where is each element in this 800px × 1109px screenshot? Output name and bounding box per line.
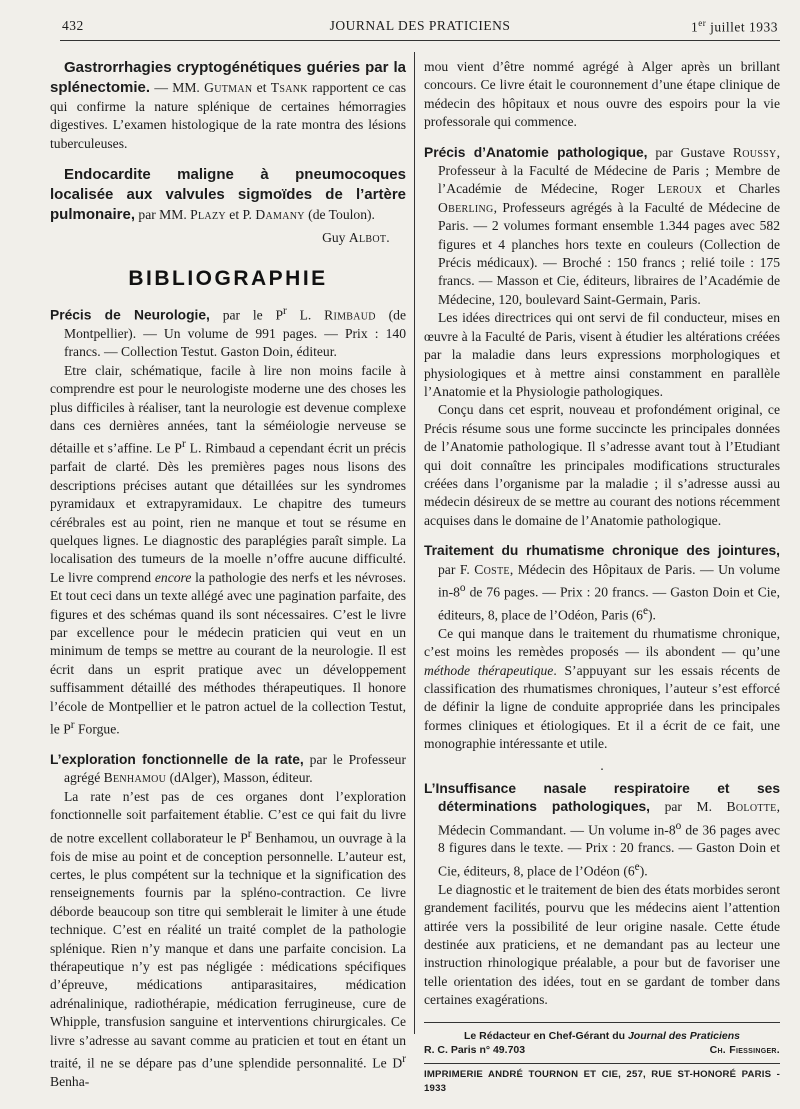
page-number: 432 — [62, 18, 84, 33]
column-divider — [414, 52, 415, 1034]
running-header — [62, 18, 778, 38]
article-title: Gastrorrhagies cryptogénétiques guéries par la splénectomie. — [50, 59, 406, 96]
header-rule — [60, 40, 780, 41]
journal-title: JOURNAL DES PRATICIENS — [329, 18, 511, 33]
review-title: L’Insuffisance nasale respiratoire et ses déterminations pathologiques, — [424, 780, 780, 815]
review-title: Traitement du rhumatisme chronique des jointures, — [424, 543, 780, 559]
review-rate-continued: mou vient d’être nommé agrégé à Alger après un brillant concours. Ce livre était le couronnement d’une étape clinique de médecin des hôpitaux et nous ouvre des espoirs pour la vie professorale qui commence. — [424, 59, 780, 130]
review-title: Précis d’Anatomie pathologique, — [424, 144, 648, 160]
review-rate: L’exploration fonctionnelle de la rate, par le Professeur agrégé Benhamou (dAlger), Masson, éditeur. La rate n’est pas de ces organes dont l’exploration fonctionnelle soit parfaitement établie. C’est ce qui fait du livre de notre excellent collaborateur le $P^r$ Benhamou, un ouvrage à la fois de mise au point et de conception personnelle. L’auteur est, certes, le plus compétent sur la technique et la signification des renseignements fournis par la spléno-contraction. Ce livre déborde beaucoup son titre qui semblerait le limiter à une étude technique. C’est en réalité un traité complet de la pathologie splénique. Rien n’y manque et dans une parfaite concision. La thérapeutique n’y est pas négligée : médications spécifiques d’épreuve, médications antiparasitaires, médication adrénalinique, radiothérapie, médication ferrugineuse, cure de Whipple, transfusion sanguine et interventions chirurgicales. Ce livre s’adresse au savant comme au praticien et tout en étant un traité, il ne se dépare pas d’une splendide personnalité. Le $D^r$ Benha- — [50, 751, 406, 1089]
article-splenectomie: Gastrorrhagies cryptogénétiques guéries par la splénectomie. — MM. Gutman et Tsank rapportent ce cas qui confirme la nature splénique de certaines hémorragies digestives. L’examen histologique de la rate montra des lésions tuberculeuses. — [50, 59, 406, 151]
article-title: Endocardite maligne à pneumocoques localisée aux valvules sigmoïdes de l’artère pulmonaire, — [50, 166, 406, 224]
registration-line: R. C. Paris n° 49.703 Ch. Fiessinger. — [424, 1043, 780, 1056]
review-title: L’exploration fonctionnelle de la rate, — [50, 751, 304, 767]
review-insuffisance-nasale: L’Insuffisance nasale respiratoire et ses déterminations pathologiques, par M. Bolotte, Médecin Commandant. — Un volume in-8$^o$ de 36 pages avec 8 figures dans le texte. — Prix : 20 francs. — Gaston Doin et Cie, éditeurs, 8, place de l’Odéon (6e). Le diagnostic et le traitement de bien des états morbides seront grandement facilités, pourvu que les médecins aient l’attention attirée vers la possibilité de leur origine nasale. Cette étude destinée aux praticiens, et ne demandant pas au lecteur une instruction rhinologique préalable, a pour but de favoriser une telle orientation des idées, tout en se gardant de tomber dans certaines exagérations. — [424, 780, 781, 1008]
issue-date: 1er juillet 1933 — [691, 18, 778, 35]
review-anatomie-pathologique: Précis d’Anatomie pathologique, par Gustave Roussy, Professeur à la Faculté de Médecine de Paris ; Membre de l’Académie de Médecine, Roger Leroux et Charles Oberling, Professeurs agrégés à la Faculté de Médecine de Paris. — 2 volumes formant ensemble 1.344 pages avec 582 figures et 4 planches hors texte en couleurs (Collection de Précis médicaux). — Broché : 150 francs ; relié toile : 175 francs. — Masson et Cie, éditeurs, libraires de l’Académie de Médecine, 120, boulevard Saint-Germain, Paris. Les idées directrices qui ont servi de fil conducteur, mises en œuvre à la Faculté de Paris, visent à étudier les altérations créées par la maladie dans leurs expressions morphologiques et physiologiques et à mettre ainsi constamment en parallèle l’Anatomie et la Physiologie pathologiques. Conçu dans cet esprit, nouveau et profondément original, ce Précis résume sous une forme succincte les principales données de l’Anatomie pathologique. Il s’adresse avant tout à l’Etudiant qui doit connaître les principales modifications structurales créées dans l’organisme par la maladie ; il s’adresse aussi au médecin désireux de se mettre au courant des notions récemment acquises dans le domaine de l’Anatomie pathologique. — [424, 144, 780, 528]
review-neurologie: Précis de Neurologie, par le $P^r$ L. Rimbaud (de Montpellier). — Un volume de 991 pages. — Prix : 140 francs. — Collection Testut. Gaston Doin, éditeur. Etre clair, schématique, facile à lire non moins facile à comprendre est pour le neurologiste moderne une des choses les plus difficiles à réaliser, tant la neurologie est devenue complexe dans ces dernières années, tant la séméiologie nerveuse se détaille et s’affine. Le $P^r$ L. Rimbaud a cependant écrit un précis parfait de clarté. Dès les premières pages nous lisons des descriptions précises autant que détaillées sur les syndromes pyramidaux et extrapyramidaux. Le chapitre des tumeurs cérébrales est au point, rien ne manque et tout se résume en quelques lignes. Le diagnostic des paraplégies paraît simple. La localisation des tumeurs de la moelle n’offre aucune difficulté. Le livre comprend encore la pathologie des nerfs et les névroses. Et tout ceci dans un texte allégé avec une pagination parfaite, des figures et des schémas quand ils sont nécessaires. C’est le livre par excellence pour le médecin praticien qui veut en un minimum de temps se mettre au courant de la neurologie. Il est écrit dans un esprit pratique avec un développement suffisamment détaillé des méthodes thérapeutiques. Il honore l’école de Montpellier et le patron actuel de la collection Testut, le $P^r$ Forgue. — [50, 305, 406, 737]
review-rhumatisme: Traitement du rhumatisme chronique des jointures, par F. Coste, Médecin des Hôpitaux de Paris. — Un volume in-8$^o$ de 76 pages. — Prix : 20 francs. — Gaston Doin et Cie, éditeurs, 8, place de l’Odéon, Paris (6e). Ce qui manque dans le traitement du rhumatisme chronique, c’est moins les remèdes proposés — ils abondent — qu’une méthode thérapeutique. S’appuyant sur les essais récents de classification des rhumatismes chroniques, l’auteur s’est efforcé de définir la ligne de conduite appropriée dans les principales formes cliniques et étiologiques. Et il a écrit de ce fait, une monographie intéressante et utile. — [424, 543, 780, 752]
footer-rule — [424, 1022, 780, 1023]
signature: Guy Albot. — [322, 230, 390, 246]
editor-line: Le Rédacteur en Chef-Gérant du Journal des Praticiens — [464, 1029, 740, 1042]
left-column — [50, 58, 406, 1103]
section-heading-bibliographie: BIBLIOGRAPHIE — [128, 266, 328, 290]
separator-dot: · — [599, 761, 605, 777]
review-title: Précis de Neurologie, — [50, 307, 210, 323]
colophon — [424, 1029, 780, 1096]
article-endocardite: Endocardite maligne à pneumocoques localisée aux valvules sigmoïdes de l’artère pulmonaire, par MM. Plazy et P. Damany (de Toulon). Guy Albot. — [50, 165, 406, 247]
right-column — [424, 58, 780, 1096]
printer-line: IMPRIMERIE ANDRÉ TOURNON ET CIE, 257, RUE ST-HONORÉ PARIS - 1933 — [424, 1063, 780, 1096]
